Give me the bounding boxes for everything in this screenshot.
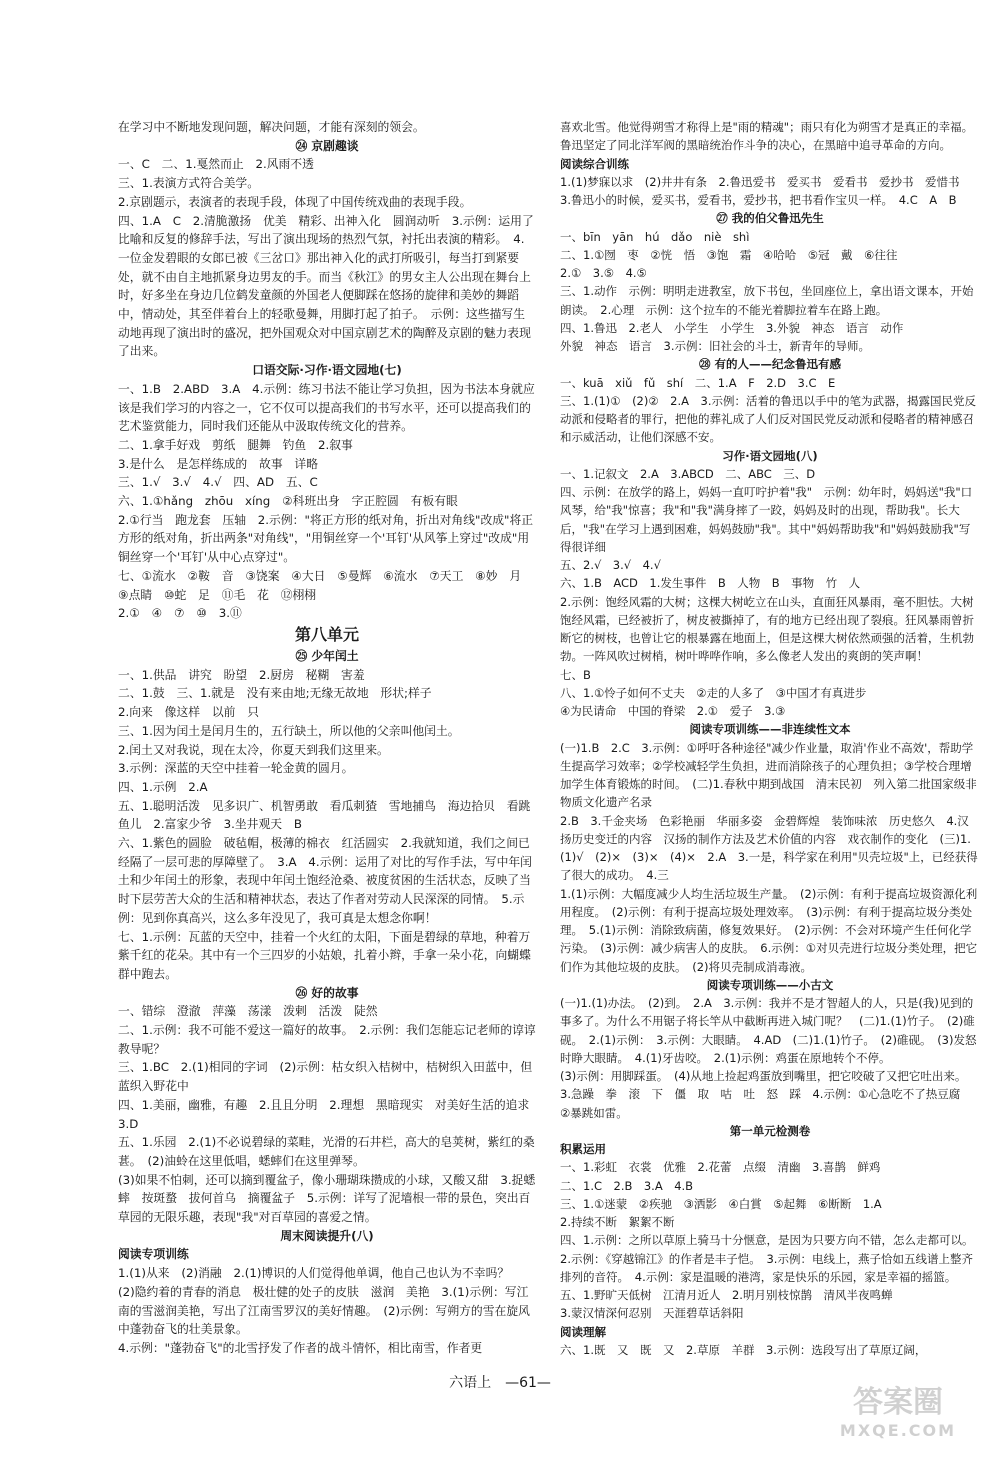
answer-paragraph: 三、1.因为闰土是闰月生的，五行缺土，所以他的父亲叫他闰土。 (118, 723, 460, 738)
answer-paragraph: 六、1.B ACD 1.发生事件 B 人物 B 事物 竹 人 (560, 576, 861, 591)
answer-paragraph: 二、1.C 2.B 3.A 4.B (560, 1178, 694, 1193)
subsection-heading: 阅读综合训练 (560, 156, 629, 171)
section-heading: 第一单元检测卷 (729, 1123, 811, 1138)
section-heading: 第八单元 (294, 624, 359, 644)
answer-paragraph: 三、1.(1)① (2)② 2.A 3.示例：活着的鲁迅以手中的笔为武器，揭露国民党反动派和侵略者的罪行，把他的葬礼成了人们反对国民党反动派和侵略者的精神感召和示威活动，让他们深感不安。 (560, 393, 976, 445)
answer-paragraph: 3.蒙汉情深何忍别 天涯碧草话斜阳 (560, 1306, 744, 1321)
section-heading: 阅读专项训练——小古文 (706, 977, 834, 992)
answer-paragraph: 2.① 3.⑤ 4.⑤ (560, 266, 647, 280)
answer-paragraph: 三、1.√ 3.√ 4.√ 四、AD 五、C (118, 475, 318, 490)
section-heading: 口语交际·习作·语文园地(七) (252, 363, 402, 378)
watermark-logo (818, 1376, 978, 1442)
answer-paragraph: 四、示例：在放学的路上，妈妈一直叮咛护着"我" 示例：幼年时，妈妈送"我"口风琴，给"我"惊喜；我"和"我"满身摔了一跤，妈妈及时的出现，帮助我"。长大后，"我"在学习上遇到困难，妈妈鼓励"我"。其中"妈妈帮助我"和"妈妈鼓励我"写得很详细 (560, 485, 973, 554)
answer-paragraph: 2.示例：饱经风霜的大树；这棵大树屹立在山头，直面狂风暴雨，毫不胆怯。大树饱经风霜，已经被折了，树皮被撕掉了，有的地方已经出现了裂痕。狂风暴雨曾折断它的树枝，也曾让它的根暴露在地面上，但是这棵大树依然顽强的活着，生机勃勃。一阵风吹过树梢，树叶哗哗作响，多么像老人发出的爽朗的笑声啊！ (560, 594, 974, 664)
answer-paragraph: 一、1.B 2.ABD 3.A 4.示例：练习书法不能让学习负担，因为书法本身就应该是我们学习的内容之一，它不仅可以提高我们的书写水平，还可以提高我们的艺术鉴赏能力，同时我们还能从中汲取传统文化的营养。 (118, 381, 535, 434)
answer-paragraph: 2.①行当 跑龙套 压轴 2.示例："将正方形的纸对角，折出对角线"改成"将正方形的纸对角，折出两条"对角线"，"用铜丝穿一个'耳钉'从风筝上穿过"改成"用铜丝穿一个'耳钉'从中心点穿过"。 (118, 512, 534, 565)
answer-paragraph: 一、1.彩虹 衣裳 优雅 2.花蕾 点缀 清幽 3.喜鹊 鲜鸡 (560, 1160, 881, 1175)
answer-paragraph: 三、1.BC 2.(1)相同的字词 (2)示例：枯女织入桔树中，桔树织入田蓝中，但蓝织入野花中 (118, 1060, 533, 1094)
left-column (118, 118, 542, 1358)
answer-paragraph: 六、1.①hǎng zhōu xíng ②科班出身 字正腔圆 有板有眼 (118, 494, 458, 509)
answer-paragraph: 在学习中不断地发现问题，解决问题，才能有深刻的领会。 (118, 120, 425, 134)
answer-paragraph: 五、1.聪明活泼 见多识广、机智勇敢 看瓜刺猹 雪地捕鸟 海边拾贝 看跳鱼儿 2.富家少爷 3.坐井观天 B (118, 798, 531, 832)
answer-paragraph: (3)示例：用脚踩蛋。 (4)从地上捡起鸡蛋放到嘴里，把它咬破了又把它吐出来。 3.急躁 拳 滚 下 僵 取 咕 吐 怒 踩 4.示例：①心急吃不了热豆腐 ②暴跳如雷。 (560, 1069, 973, 1120)
answer-paragraph: 2.持续不断 絮絮不断 (560, 1215, 675, 1229)
answer-paragraph: 4.示例："蓬勃奋飞"的北雪抒发了作者的战斗情怀，相比南雪，作者更 (118, 1341, 483, 1355)
answer-paragraph: 三、1.动作 示例：明明走进教室，放下书包，坐回座位上，拿出语文课本，开始朗读。 2.心理 示例：这个拉车的不能光着脚拉着车在路上跑。 (560, 284, 974, 317)
answer-paragraph: 一、1.供品 讲究 盼望 2.厨房 秘糊 害羞 (118, 667, 365, 682)
section-heading: ㉘ 有的人——纪念鲁迅有感 (698, 357, 841, 372)
answer-paragraph: 二、1.鼓 三、1.就是 没有来由地;无缘无故地 形状;样子 (118, 686, 432, 701)
section-heading: ㉕ 少年闰土 (295, 648, 359, 663)
answer-paragraph: 五、1.野旷天低树 江清月近人 2.明月别枝惊鹊 清风半夜鸣蝉 (560, 1288, 893, 1302)
section-heading: 阅读专项训练——非连续性文本 (689, 722, 851, 737)
page-footer: 六语上 —61— (449, 1375, 551, 1391)
answer-paragraph: 六、1.紫色的圆脸 破毡帽，极薄的棉衣 红活圆实 2.我就知道，我们之间已经隔了一层可悲的厚障壁了。 3.A 4.示例：运用了对比的写作手法，写中年闰土和少年闰土的形象，表现中年闰土饱经沧桑、被度贫困的生活状态，反映了当时下层劳苦大众的生活和精神状态，表达了作者对劳动人民深深的同情。 5.示例：见到你真高兴，这么多年没见了，我可真是太想念你啊！ (118, 836, 532, 925)
answer-paragraph: 四、1.美丽，幽雅，有趣 2.且且分明 2.理想 黑暗现实 对美好生活的追求 3.D (118, 1097, 542, 1131)
answer-paragraph: 七、1.示例：瓦蓝的天空中，挂着一个火红的太阳，下面是碧绿的草地，种着万紫千红的花朵。其中有一个三四岁的小姑娘，扎着小辫，手拿一朵小花，向蝴蝶群中跑去。 (118, 929, 531, 981)
answer-paragraph: 三、1.表演方式符合美学。 (118, 176, 260, 191)
answer-paragraph: ④为民请命 中国的脊梁 2.① 爱子 3.③ (560, 704, 786, 718)
subsection-heading: 阅读理解 (560, 1324, 606, 1339)
subsection-heading: 阅读专项训练 (118, 1247, 189, 1262)
answer-paragraph: 六、1.既 又 既 又 2.草原 羊群 3.示例：选段写出了草原辽阔， (560, 1342, 927, 1357)
section-heading: 习作·语文园地(八) (722, 448, 818, 463)
answer-paragraph: 四、1.A C 2.清脆激扬 优美 精彩、出神入化 圆润动听 3.示例：运用了比喻和反复的修辞手法，写出了演出现场的热烈气氛，衬托出表演的精彩。 4.一位金发碧眼的女郎已被《三岔口》那出神入化的武打所吸引，每当打到紧要处，就不由自主地抓紧身边男友的手。而当《秋江》的男女主人公出现在舞台上时，好多坐在身边几位鹤发童颜的外国老人便脚踩在悠扬的旋律和美妙的舞蹈中，情动处，其至伴着台上的轻歌曼舞，用脚打起了拍子。 示例：这些描写生动地再现了演出时的盛况，把外国观众对中国京剧艺术的陶醉及京剧的魅力表现了出来。 (118, 213, 534, 359)
answer-paragraph: 一、bīn yān hú dǎo niè shì (560, 229, 750, 244)
answer-paragraph: (一)1.B 2.C 3.示例：①呼吁各种途径"减少作业量，取消'作业不高效'，帮助学生提高学习效率；②学校减轻学生负担，进而消除孩子的心理负担；③学校合理增加学生体育锻炼的时间。 (二)1.春秋中期到战国 清末民初 列入第二批国家级非物质文化遗产名录 (560, 740, 977, 810)
answer-paragraph: 三、1.①迷蒙 ②疾驰 ③洒影 ④白賞 ⑤起舞 ⑥断断 1.A (560, 1196, 882, 1211)
answer-paragraph: 喜欢北雪。他觉得朔雪才称得上是"雨的精魂"；雨只有化为朔雪才是真正的幸福。鲁迅坚定了同北洋军阀的黑暗统治作斗争的决心，在黑暗中追寻革命的方向。 (560, 120, 974, 153)
section-heading: 周末阅读提升(八) (280, 1228, 374, 1243)
answer-paragraph: 2.闰土又对我说，现在太冷，你夏天到我们这里来。 (118, 742, 389, 757)
subsection-heading: 积累运用 (560, 1142, 606, 1156)
answer-paragraph: 一、C 二、1.戛然而止 2.风雨不透 (118, 157, 314, 172)
answer-paragraph: 一、kuā xiǔ fǔ shí 二、1.A F 2.D 3.C E (560, 375, 836, 390)
svg-text:答案圈: 答案圈 (853, 1385, 943, 1420)
answer-paragraph: 2.向来 像这样 以前 只 (118, 705, 260, 720)
answer-paragraph: 四、1.鲁迅 2.老人 小学生 小学生 3.外貌 神态 语言 动作 (560, 320, 904, 335)
answer-paragraph: 二、1.拿手好戏 剪纸 腿舞 钓鱼 2.叙事 (118, 437, 353, 452)
section-heading: ㉗ 我的伯父鲁迅先生 (716, 211, 824, 226)
answer-paragraph: 二、1.①囫 枣 ②恍 悟 ③饱 霜 ④哈哈 ⑤冠 戴 ⑥往往 (560, 247, 898, 262)
answer-paragraph: 五、2.√ 3.√ 4.√ (560, 558, 661, 572)
answer-paragraph: 一、错综 澄澈 萍藻 荡漾 泼剌 活泼 陡然 (118, 1004, 378, 1019)
section-heading: ㉖ 好的故事 (295, 985, 359, 1000)
answer-paragraph: 八、1.①怜子如何不丈夫 ②走的人多了 ③中国才有真进步 (560, 685, 867, 700)
answer-paragraph: 3.示例：深蓝的天空中挂着一轮金黄的圆月。 (118, 761, 354, 776)
section-heading: ㉔ 京剧趣谈 (295, 138, 359, 153)
answer-paragraph: 1.(1)从来 (2)消融 2.(1)博识的人们觉得他单调，他自己也认为不幸吗？ (2)隐约着的青春的消息 极壮健的处子的皮肤 滋润 美艳 3.(1)示例：写江南的雪滋润美艳，写出了江南雪罗汉的美好情趣。 (2)示例：写朔方的雪在旋风中蓬勃奋飞的壮美景象。 (118, 1266, 530, 1337)
answer-paragraph: 四、1.示例：之所以草原上骑马十分惬意，是因为只要方向不错，怎么走都可以。 2.示例：《穿越锦江》的作者是丰子恺。 3.示例：电线上，燕子恰如五线谱上整齐排列的音符。 4.示例：家是温暖的港湾，家是快乐的乐园，家是幸福的摇篮。 (560, 1233, 980, 1284)
answer-paragraph: (一)1.(1)办法。 (2)到。 2.A 3.示例：我并不是才智超人的人，只是(我)见到的事多了。为什么不用锯子将长竿从中截断再进入城门呢？ (二)1.(1)竹子。 (2)碓砚。 2.(1)示例： 3.示例：大眼睛。 4.AD (二)1.(1)竹子。 (2)碓砚。 (3)发怒时睁大眼睛。 4.(1)牙齿咬。 2.(1)示例：鸡蛋在原地转个不停。 (560, 996, 977, 1065)
answer-paragraph: 2.① ④ ⑦ ⑩ 3.⑪ (118, 606, 242, 621)
answer-paragraph: 外貌 神态 语言 3.示例：旧社会的斗士，新青年的导师。 (560, 339, 870, 353)
answer-paragraph: 一、1.记叙文 2.A 3.ABCD 二、ABC 三、D (560, 466, 816, 481)
answer-paragraph: 五、1.乐园 2.(1)不必说碧绿的菜畦，光滑的石井栏，高大的皂荚树，紫红的桑葚。 (2)油蛉在这里低唱，蟋蟀们在这里弹琴。 (118, 1135, 535, 1168)
answer-paragraph: 2.京剧题示，表演者的表现手段，体现了中国传统戏曲的表现手段。 (118, 194, 472, 209)
answer-paragraph: 四、1.示例 2.A (118, 779, 208, 794)
answer-paragraph: 1.(1)梦寐以求 (2)井井有条 2.鲁迅爱书 爱买书 爱看书 爱抄书 爱惜书 3.鲁迅小的时候，爱买书，爱看书，爱抄书，把书看作宝贝一样。 4.C A B (560, 174, 972, 207)
svg-text:MXQE.COM: MXQE.COM (839, 1421, 957, 1440)
answer-paragraph: 3.是什么 是怎样练成的 故事 详略 (118, 456, 319, 471)
answer-paragraph: 1.(1)示例：大幅度减少人均生活垃圾生产量。 (2)示例：有利于提高垃圾资源化利用程度。 (2)示例：有利于提高垃圾处理效率。 (3)示例：有利于提高垃圾分类处理。 5.(1)示例：消除致病菌，修复效果好。 (2)示例：不会对环境产生任何化学污染。 (3)示例：减少病害人的皮肤。 6.示例：①对贝壳进行垃圾分类处理，把它们作为其他垃圾的皮肤。 (2)将贝壳制成消毒液。 (560, 886, 978, 974)
right-column (560, 118, 980, 1359)
answer-paragraph: 二、1.示例：我不可能不爱这一篇好的故事。 2.示例：我们怎能忘记老师的谆谆教导呢？ (118, 1023, 536, 1056)
answer-paragraph: 2.B 3.千金夹场 色彩艳丽 华丽多姿 金碧辉煌 装饰味浓 历史悠久 4.汉扬历史变迁的内容 汉扬的制作方法及艺术价值的内容 戏衣制作的变化 (三)1.(1)√ (2)× (3)× (4)× 2.A 3.一是，科学家在利用"贝壳垃圾"上，已经获得了很大的成功。 4.三 (560, 813, 978, 883)
answer-paragraph: (3)如果不怕刺，还可以摘到覆盆子，像小珊瑚珠攒成的小球，又酸又甜 3.捉蟋蟀 按斑蝥 拔何首乌 摘覆盆子 5.示例：详写了泥墙根一带的景色，突出百草园的无限乐趣，表现"我"对百草园的喜爱之情。 (118, 1172, 536, 1225)
answer-paragraph: 七、①流水 ②鞍 音 ③饶案 ④大日 ⑤曼辉 ⑥流水 ⑦天工 ⑧妙 月 ⑨点睛 ⑩蛇 足 ⑪毛 花 ⑫栩栩 (118, 568, 533, 602)
answer-paragraph: 七、B (560, 667, 591, 682)
